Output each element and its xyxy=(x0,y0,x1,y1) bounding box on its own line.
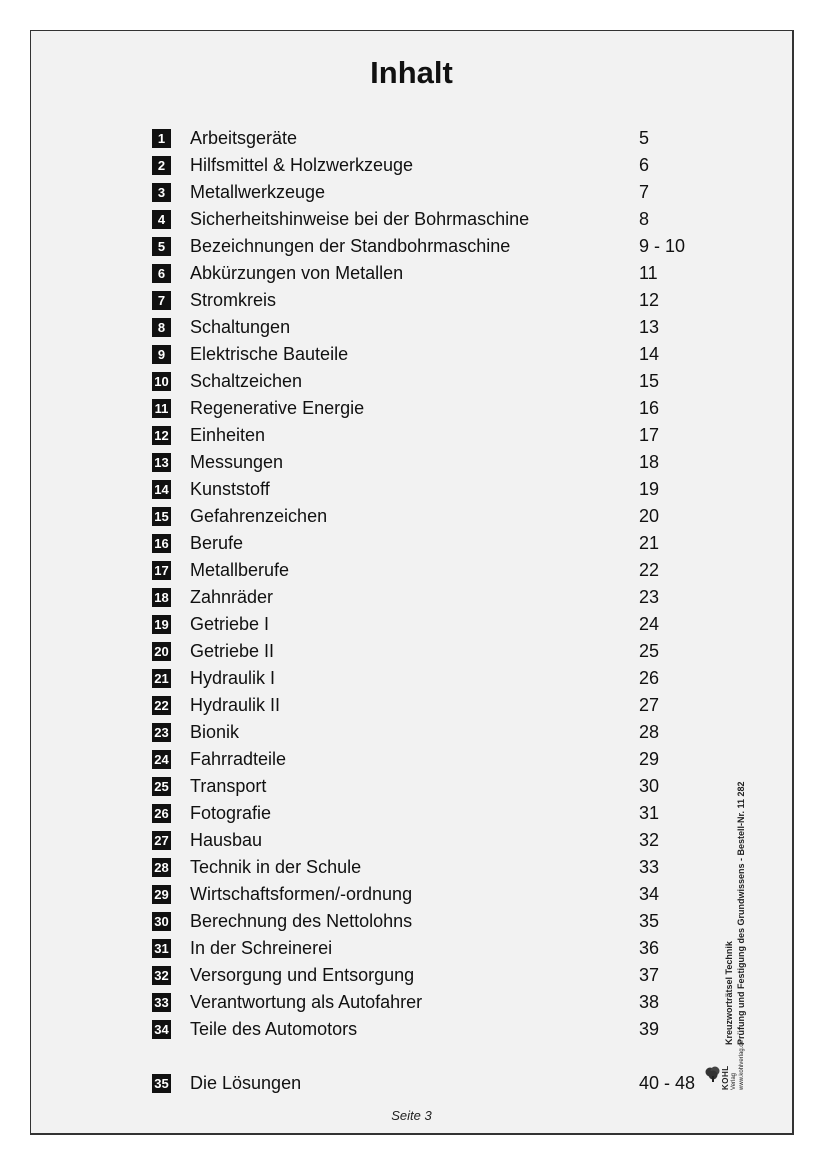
entry-page-number: 33 xyxy=(639,857,660,877)
entry-title: Teile des Automotors xyxy=(190,1019,358,1039)
entry-page-number: 15 xyxy=(639,371,660,391)
entry-title: Bionik xyxy=(190,722,240,742)
toc-entry xyxy=(31,449,795,476)
toc-entry xyxy=(31,800,795,827)
entry-page-number: 7 xyxy=(639,182,650,202)
toc-entry xyxy=(31,935,795,962)
entry-number-badge: 15 xyxy=(152,507,171,526)
entry-page-number: 38 xyxy=(639,992,660,1012)
entry-page-number: 26 xyxy=(639,668,660,688)
entry-title: Berufe xyxy=(190,533,244,553)
entry-number-badge: 31 xyxy=(152,939,171,958)
entry-number-badge: 7 xyxy=(152,291,171,310)
entry-page-number: 5 xyxy=(639,128,650,148)
entry-page-number: 28 xyxy=(639,722,660,742)
toc-entry xyxy=(31,746,795,773)
entry-page-number: 11 xyxy=(639,263,658,283)
entry-number-badge: 19 xyxy=(152,615,171,634)
toc-entry xyxy=(31,719,795,746)
publisher-text xyxy=(722,1040,746,1090)
entry-title: Getriebe I xyxy=(190,614,270,634)
entry-title: Gefahrenzeichen xyxy=(190,506,328,526)
entry-page-number: 27 xyxy=(639,695,660,715)
entry-title: Die Lösungen xyxy=(190,1073,302,1093)
entry-page-number: 24 xyxy=(639,614,660,634)
entry-page-number: 17 xyxy=(639,425,660,445)
entry-title: Arbeitsgeräte xyxy=(190,128,298,148)
entry-title: Bezeichnungen der Standbohrmaschine xyxy=(190,236,511,256)
entry-title: Hydraulik I xyxy=(190,668,276,688)
toc-entry xyxy=(31,314,795,341)
entry-title: Fotografie xyxy=(190,803,272,823)
toc-entry xyxy=(31,125,795,152)
entry-page-number: 35 xyxy=(639,911,660,931)
entry-number-badge: 12 xyxy=(152,426,171,445)
entry-page-number: 40 - 48 xyxy=(639,1073,696,1093)
entry-page-number: 22 xyxy=(639,560,660,580)
entry-title: Metallwerkzeuge xyxy=(190,182,326,202)
page-number-footer: Seite 3 xyxy=(391,1108,432,1123)
entry-title: Versorgung und Entsorgung xyxy=(190,965,415,985)
entry-page-number: 29 xyxy=(639,749,660,769)
entry-page-number: 9 - 10 xyxy=(639,236,686,256)
entry-number-badge: 34 xyxy=(152,1020,171,1039)
entry-number-badge: 8 xyxy=(152,318,171,337)
entry-page-number: 31 xyxy=(639,803,660,823)
entry-title: Fahrradteile xyxy=(190,749,287,769)
entry-number-badge: 27 xyxy=(152,831,171,850)
toc-entry xyxy=(31,692,795,719)
entry-title: Hausbau xyxy=(190,830,263,850)
toc-entry xyxy=(31,611,795,638)
toc-entry xyxy=(31,287,795,314)
entry-title: Technik in der Schule xyxy=(190,857,362,877)
side-publication-info xyxy=(723,781,747,1045)
entry-title: Sicherheitshinweise bei der Bohrmaschine xyxy=(190,209,530,229)
entry-number-badge: 5 xyxy=(152,237,171,256)
entry-number-badge: 9 xyxy=(152,345,171,364)
tree-logo-icon xyxy=(704,1066,722,1082)
toc-entry xyxy=(31,584,795,611)
entry-number-badge: 24 xyxy=(152,750,171,769)
side-line-subtitle: Prüfung und Festigung des Grundwissens - Bestell-Nr. 11 282 xyxy=(736,781,746,1045)
entry-page-number: 16 xyxy=(639,398,660,418)
entry-page-number: 12 xyxy=(639,290,660,310)
entry-page-number: 13 xyxy=(639,317,660,337)
toc-entry xyxy=(31,881,795,908)
entry-number-badge: 17 xyxy=(152,561,171,580)
entry-title: Zahnräder xyxy=(190,587,274,607)
entry-page-number: 8 xyxy=(639,209,650,229)
entry-page-number: 19 xyxy=(639,479,660,499)
entry-page-number: 23 xyxy=(639,587,660,607)
toc-entry xyxy=(31,1016,795,1043)
entry-number-badge: 4 xyxy=(152,210,171,229)
entry-page-number: 18 xyxy=(639,452,660,472)
document-page xyxy=(30,30,794,1135)
entry-title: In der Schreinerei xyxy=(190,938,333,958)
entry-number-badge: 35 xyxy=(152,1074,171,1093)
entry-number-badge: 2 xyxy=(152,156,171,175)
entry-page-number: 30 xyxy=(639,776,660,796)
entry-title: Kunststoff xyxy=(190,479,270,499)
toc-entry xyxy=(31,827,795,854)
entry-page-number: 37 xyxy=(639,965,660,985)
entry-title: Wirtschaftsformen/-ordnung xyxy=(190,884,413,904)
entry-number-badge: 6 xyxy=(152,264,171,283)
entry-number-badge: 22 xyxy=(152,696,171,715)
entry-title: Hilfsmittel & Holzwerkzeuge xyxy=(190,155,414,175)
entry-title: Elektrische Bauteile xyxy=(190,344,349,364)
publisher-url: www.kohlverlag.de xyxy=(739,1039,745,1090)
entry-title: Metallberufe xyxy=(190,560,290,580)
toc-entry xyxy=(31,179,795,206)
entry-number-badge: 13 xyxy=(152,453,171,472)
side-line-title: Kreuzworträtsel Technik xyxy=(724,941,734,1045)
entry-title: Regenerative Energie xyxy=(190,398,365,418)
entry-number-badge: 26 xyxy=(152,804,171,823)
page-title: Inhalt xyxy=(370,55,453,90)
entry-page-number: 14 xyxy=(639,344,660,364)
toc-entry xyxy=(31,152,795,179)
entry-number-badge: 32 xyxy=(152,966,171,985)
toc-entry xyxy=(31,233,795,260)
toc-entry xyxy=(31,368,795,395)
entry-page-number: 36 xyxy=(639,938,660,958)
entry-number-badge: 14 xyxy=(152,480,171,499)
toc-entry xyxy=(31,1070,795,1097)
entry-page-number: 25 xyxy=(639,641,660,661)
toc-entry xyxy=(31,422,795,449)
entry-number-badge: 18 xyxy=(152,588,171,607)
toc-entry xyxy=(31,989,795,1016)
entry-title: Getriebe II xyxy=(190,641,275,661)
toc-entry xyxy=(31,530,795,557)
publisher-tagline: Verlag xyxy=(731,1072,737,1090)
entry-title: Schaltzeichen xyxy=(190,371,303,391)
entry-number-badge: 28 xyxy=(152,858,171,877)
toc-entry xyxy=(31,476,795,503)
entry-page-number: 20 xyxy=(639,506,660,526)
entry-number-badge: 33 xyxy=(152,993,171,1012)
entry-title: Berechnung des Nettolohns xyxy=(190,911,413,931)
entry-title: Hydraulik II xyxy=(190,695,281,715)
toc-entry xyxy=(31,260,795,287)
entry-page-number: 6 xyxy=(639,155,650,175)
entry-page-number: 32 xyxy=(639,830,660,850)
entry-number-badge: 30 xyxy=(152,912,171,931)
entry-number-badge: 1 xyxy=(152,129,171,148)
toc-entry xyxy=(31,206,795,233)
entry-title: Messungen xyxy=(190,452,284,472)
entry-number-badge: 29 xyxy=(152,885,171,904)
entry-page-number: 21 xyxy=(639,533,660,553)
entry-title: Transport xyxy=(190,776,267,796)
entry-number-badge: 25 xyxy=(152,777,171,796)
publisher-name: KOHL xyxy=(721,1065,730,1090)
toc-entry xyxy=(31,854,795,881)
toc-entry xyxy=(31,908,795,935)
entry-number-badge: 23 xyxy=(152,723,171,742)
toc-entry xyxy=(31,341,795,368)
entry-number-badge: 10 xyxy=(152,372,171,391)
toc-entry xyxy=(31,665,795,692)
entry-number-badge: 21 xyxy=(152,669,171,688)
toc-entry xyxy=(31,962,795,989)
entry-page-number: 34 xyxy=(639,884,660,904)
entry-number-badge: 20 xyxy=(152,642,171,661)
toc-entry xyxy=(31,557,795,584)
entry-title: Abkürzungen von Metallen xyxy=(190,263,404,283)
entry-title: Verantwortung als Autofahrer xyxy=(190,992,423,1012)
toc-entry xyxy=(31,638,795,665)
toc-entry xyxy=(31,503,795,530)
toc-entry xyxy=(31,773,795,800)
entry-title: Stromkreis xyxy=(190,290,277,310)
entry-page-number: 39 xyxy=(639,1019,660,1039)
entry-number-badge: 3 xyxy=(152,183,171,202)
entry-number-badge: 11 xyxy=(152,399,171,418)
toc-entry xyxy=(31,395,795,422)
entry-number-badge: 16 xyxy=(152,534,171,553)
entry-title: Schaltungen xyxy=(190,317,291,337)
entry-title: Einheiten xyxy=(190,425,266,445)
